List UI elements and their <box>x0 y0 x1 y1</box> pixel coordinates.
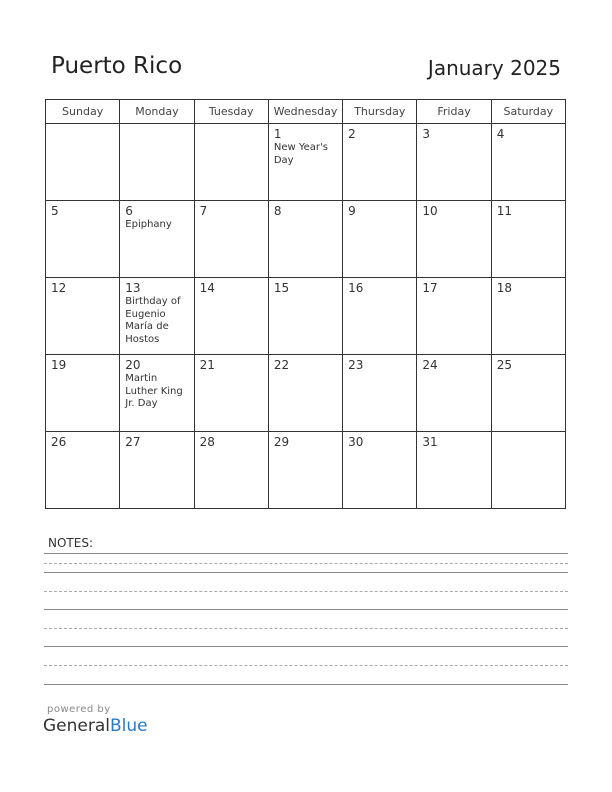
day-number: 30 <box>348 435 364 449</box>
day-number: 19 <box>51 358 67 372</box>
day-cell <box>491 432 565 509</box>
day-number: 6 <box>125 204 133 218</box>
day-number: 21 <box>199 358 215 372</box>
day-number: 11 <box>496 204 512 218</box>
day-number: 18 <box>496 281 512 295</box>
day-cell <box>120 124 194 201</box>
week-row <box>46 355 566 432</box>
day-cell <box>194 355 268 432</box>
day-number: 16 <box>348 281 364 295</box>
day-cell <box>194 201 268 278</box>
day-number: 15 <box>273 281 290 295</box>
day-cell <box>46 355 120 432</box>
holiday-label: Epiphany <box>125 219 172 230</box>
day-cell <box>268 278 342 355</box>
day-cell <box>491 201 565 278</box>
day-number: 5 <box>51 204 59 218</box>
weekday-sunday: Sunday <box>46 100 120 124</box>
day-cell <box>120 355 194 432</box>
day-cell <box>46 278 120 355</box>
day-cell <box>194 278 268 355</box>
holiday-label: Birthday of Eugenio María de Hostos <box>125 296 181 345</box>
day-number: 12 <box>51 281 67 295</box>
day-number: 25 <box>496 358 512 372</box>
day-number: 1 <box>273 127 282 141</box>
day-cell <box>491 278 565 355</box>
day-cell <box>120 201 194 278</box>
calendar-country-title: Puerto Rico <box>51 53 183 79</box>
week-row <box>46 278 566 355</box>
day-number: 17 <box>422 281 438 295</box>
day-number: 22 <box>273 358 290 372</box>
day-number: 7 <box>199 204 208 218</box>
day-cell <box>491 124 565 201</box>
brand-general-text: General <box>43 716 110 736</box>
weekday-header-row <box>46 100 566 124</box>
day-cell <box>417 201 491 278</box>
weekday-saturday: Saturday <box>491 100 565 124</box>
day-cell <box>268 201 342 278</box>
day-cell <box>343 124 417 201</box>
week-row <box>46 124 566 201</box>
day-number: 29 <box>273 435 290 449</box>
holiday-label: New Year's Day <box>273 142 328 166</box>
day-number: 23 <box>348 358 364 372</box>
notes-line <box>44 563 568 564</box>
weekday-tuesday: Tuesday <box>194 100 268 124</box>
calendar-month-title: January 2025 <box>427 56 561 80</box>
day-number: 28 <box>199 435 215 449</box>
day-number: 8 <box>273 204 282 218</box>
day-cell <box>268 432 342 509</box>
generalblue-logo <box>43 716 148 736</box>
notes-line <box>44 591 568 592</box>
day-cell <box>46 124 120 201</box>
day-cell <box>417 124 491 201</box>
day-cell <box>343 201 417 278</box>
day-cell <box>343 432 417 509</box>
week-row <box>46 201 566 278</box>
day-number: 24 <box>422 358 438 372</box>
weekday-monday: Monday <box>120 100 194 124</box>
day-number: 31 <box>422 435 438 449</box>
day-cell <box>268 124 342 201</box>
day-number: 2 <box>348 127 356 141</box>
day-cell <box>491 355 565 432</box>
day-number: 4 <box>496 127 505 141</box>
weekday-wednesday: Wednesday <box>268 100 342 124</box>
weekday-friday: Friday <box>417 100 491 124</box>
brand-blue-text: Blue <box>110 716 148 736</box>
day-cell <box>46 432 120 509</box>
day-number: 27 <box>125 435 141 449</box>
notes-line <box>44 684 568 685</box>
day-cell <box>268 355 342 432</box>
day-cell <box>194 432 268 509</box>
day-cell <box>120 278 194 355</box>
day-cell <box>417 278 491 355</box>
day-number: 13 <box>125 281 141 295</box>
powered-by-text: powered by <box>47 704 111 715</box>
day-cell <box>194 124 268 201</box>
holiday-label: Martin Luther King Jr. Day <box>125 373 183 409</box>
weekday-thursday: Thursday <box>343 100 417 124</box>
day-number: 10 <box>422 204 438 218</box>
day-number: 26 <box>51 435 67 449</box>
day-number: 14 <box>199 281 215 295</box>
day-number: 9 <box>348 204 356 218</box>
day-number: 20 <box>125 358 141 372</box>
notes-line <box>44 646 568 647</box>
day-cell <box>46 201 120 278</box>
notes-label: NOTES: <box>48 536 93 550</box>
week-row <box>46 432 566 509</box>
notes-line <box>44 572 568 573</box>
notes-line <box>44 665 568 666</box>
day-number: 3 <box>422 127 431 141</box>
day-cell <box>417 432 491 509</box>
notes-line <box>44 553 568 554</box>
notes-line <box>44 609 568 610</box>
calendar-body <box>46 124 566 509</box>
notes-line <box>44 628 568 629</box>
day-cell <box>343 355 417 432</box>
day-cell <box>343 278 417 355</box>
calendar-grid <box>45 99 566 509</box>
day-cell <box>417 355 491 432</box>
day-cell <box>120 432 194 509</box>
